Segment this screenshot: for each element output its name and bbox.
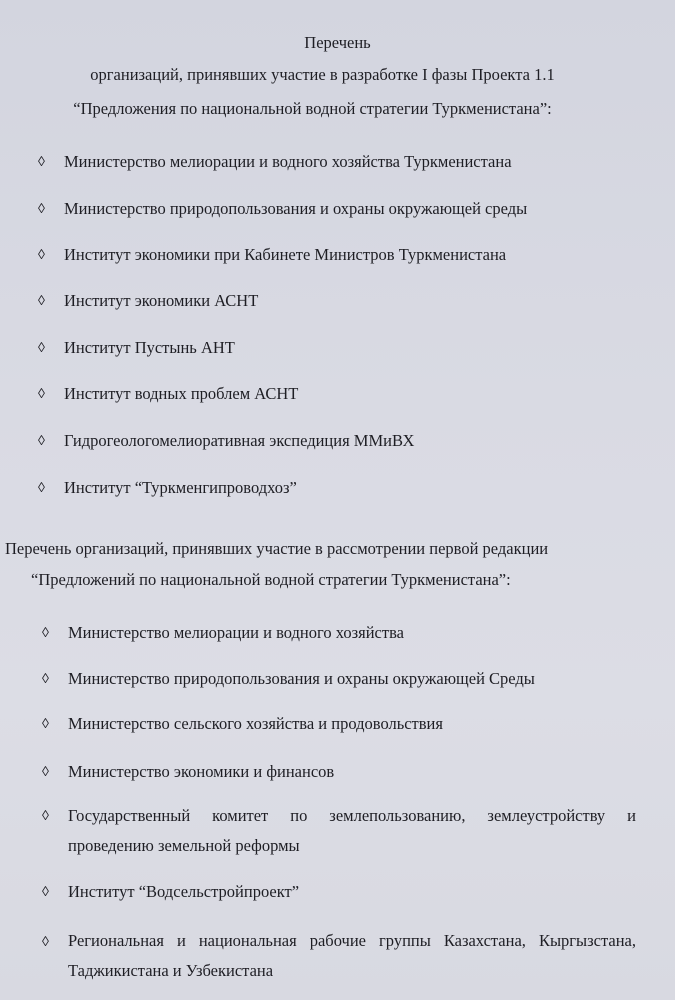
bullet-icon: ◊ xyxy=(42,717,49,732)
bullet-icon: ◊ xyxy=(38,294,45,309)
list-item: Институт водных проблем АСНТ xyxy=(64,384,299,403)
list-item: Институт экономики АСНТ xyxy=(64,291,259,310)
bullet-icon: ◊ xyxy=(38,387,45,402)
section1-heading-line2: организаций, принявших участие в разработке I фазы Проекта 1.1 xyxy=(90,65,555,84)
bullet-icon: ◊ xyxy=(42,935,49,950)
list-item: Институт “Туркменгипроводхоз” xyxy=(64,478,297,497)
bullet-icon: ◊ xyxy=(38,341,45,356)
list-item: Министерство сельского хозяйства и продовольствия xyxy=(68,714,443,733)
section1-heading-line1: Перечень xyxy=(304,33,371,52)
bullet-icon: ◊ xyxy=(42,809,49,824)
section2-heading-line2: “Предложений по национальной водной стратегии Туркменистана”: xyxy=(31,570,511,589)
list-item: Региональная и национальная рабочие группы Казахстана, Кыргызстана, Таджикистана и Узбекистана xyxy=(68,931,636,980)
list-item: Министерство мелиорации и водного хозяйства Туркменистана xyxy=(64,152,512,171)
bullet-icon: ◊ xyxy=(42,885,49,900)
list-item: Министерство мелиорации и водного хозяйства xyxy=(68,623,404,642)
list-item: Гидрогеологомелиоративная экспедиция ММиВХ xyxy=(64,431,415,450)
bullet-icon: ◊ xyxy=(38,434,45,449)
list-item: Министерство экономики и финансов xyxy=(68,762,335,781)
bullet-icon: ◊ xyxy=(42,765,49,780)
section2-heading-line1: Перечень организаций, принявших участие в рассмотрении первой редакции xyxy=(5,539,549,558)
bullet-icon: ◊ xyxy=(38,481,45,496)
list-item: Институт Пустынь АНТ xyxy=(64,338,235,357)
bullet-icon: ◊ xyxy=(38,248,45,263)
list-item: Государственный комитет по землепользованию, землеустройству и проведению земельной реформы xyxy=(68,806,636,855)
bullet-icon: ◊ xyxy=(38,155,45,170)
bullet-icon: ◊ xyxy=(42,626,49,641)
list-item: Институт экономики при Кабинете Министров Туркменистана xyxy=(64,245,507,264)
section1-heading-line3: “Предложения по национальной водной стратегии Туркменистана”: xyxy=(73,99,552,118)
list-item: Институт “Водсельстройпроект” xyxy=(68,882,300,901)
bullet-icon: ◊ xyxy=(42,672,49,687)
bullet-icon: ◊ xyxy=(38,202,45,217)
list-item: Министерство природопользования и охраны окружающей Среды xyxy=(68,669,535,688)
list-item: Министерство природопользования и охраны окружающей среды xyxy=(64,199,528,218)
